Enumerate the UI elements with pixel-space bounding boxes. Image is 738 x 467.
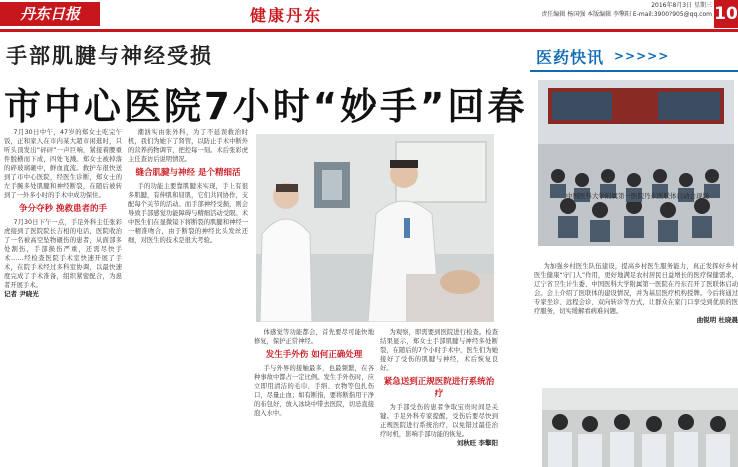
- audience-photo-image: [542, 388, 738, 467]
- article-headline: 市中心医院7小时“妙手”回春: [4, 85, 528, 128]
- article-column-1: [4, 128, 122, 467]
- article-paragraph: 手的功能主要靠肌腱来实现，手上有很多肌腱，有伸肌和屈肌，它们共同协作，支配每个关节的活动。而手部神经受损，则会导致手部感觉功能障碍与精细活动受限。术中医生们在显微镜下将断裂的肌腱和神经一一精准吻合，由于断裂的神经比头发丝还细，对医生的技术是很大考验。: [128, 183, 248, 244]
- section-title: 健康丹东: [250, 6, 323, 25]
- sidebar-article: [534, 262, 738, 400]
- news-sidebar: [530, 40, 738, 467]
- article-kicker: 手部肌腱与神经受损: [6, 44, 213, 68]
- conference-photo: [538, 80, 734, 246]
- article-paragraph: 手与外界的接触最多，也最频繁，在各种事故中都占一定比例。发生手外伤时，应立即用清洁的毛巾、手绢、衣物等包扎伤口，尽量止血；如有断指，要将断指用干净的布包好，放入冰块中带去医院，切忌直接泡入水中。: [254, 365, 374, 417]
- masthead: [0, 0, 738, 28]
- sidebar-divider: [530, 70, 738, 72]
- conference-photo-image: [538, 80, 734, 246]
- header-info: [541, 1, 712, 19]
- article-subhead: 紧急送到正规医院进行系统治疗: [383, 377, 495, 399]
- article-column-4: [380, 328, 498, 467]
- article-column-3: [254, 328, 374, 467]
- surgeons-photo: [256, 134, 494, 322]
- staff-line: 责任编辑 杨国强 本版编辑 李擎阳 E-mail:3900?905@qq.com: [541, 11, 712, 18]
- page-number: 10: [714, 0, 738, 28]
- article-paragraph: 体感觉等功能都会，首先要尽可能快地修复，保护正常神经。: [254, 329, 374, 345]
- audience-photo: [542, 388, 738, 467]
- article-subhead: 缝合肌腱与神经 是个精细活: [135, 168, 241, 178]
- header-divider: [0, 29, 738, 32]
- sidebar-title: 医药快讯: [536, 48, 605, 67]
- article-paragraph: 7月30日中午，47岁的郑女士吃完午饭，正和家人在市内某大超市闲逛时，只听头顶发出“砰砰”一声巨响，紧接着腰重件脱横而下成，四处飞溅。郑女士被掉落的碎玻璃砸中，鲜血直流。救护车很快送到了市中心医院，经医生诊断，郑女士的左手腕多处肌腱和神经断裂，在随后被转到了一外多小时的手术中成功保住。: [4, 129, 122, 199]
- article-paragraph: 为观察，即需要到医院进行检查。检查结果显示，郑女士手部肌腱与神经多处断裂，在随后的7个小时手术中，医生们为她接好了受伤的肌腱与神经，术后恢复良好。: [380, 329, 498, 372]
- article-subhead: 发生手外伤 如何正确处理: [265, 350, 363, 360]
- article-byline: 刘秋旺 李擎阳: [456, 439, 498, 447]
- date-line: 2016年8月3日 星期三: [651, 2, 712, 9]
- newspaper-logo: 丹东日报: [0, 2, 100, 26]
- article-subhead: 争分夺秒 挽救患者的手: [19, 204, 107, 214]
- article-paragraph: 为手部受伤的患者争取宝贵时间是关键。手足外科专家提醒，受伤后要尽快到正规医院进行系统治疗，以免错过最佳治疗时机，影响手部功能的恢复。: [380, 404, 498, 438]
- sidebar-byline: 曲锐明 杜晓晨: [696, 316, 738, 324]
- article-paragraph: 7月30日下午一点，手足外科主任张彩虎接到了医院院长吉相的电话，医院收治了一名被高空坠物砸伤的患者，从面部多处割伤，手部损伤严重，还需尽快手术……经检查医院手术室快速开展了手术，在院手术经过多科室协调，以最快速度完成了手术准备，组织紧密配合，为患者开展手术。: [4, 219, 122, 289]
- surgeons-photo-image: [256, 134, 494, 322]
- sidebar-arrows: >>>>>: [614, 49, 670, 63]
- photo-caption: 中国医科大学附属第一医院丹东医联体启动会现场: [566, 192, 709, 200]
- sidebar-paragraph: 为加强乡村医生队伍建设，提高乡村医生服务能力，真正发挥好乡村医生健康“守门人”作用，更好地满足农村居民日益增长的医疗保健需求，辽宁省卫生计生委、中国医科大学附属第一医院在丹东召开了医联体启动会。会上介绍了医联体的建设情况，并为基层医疗机构授牌。今后将通过专家坐诊、远程会诊、双向转诊等方式，让群众在家门口享受到优质的医疗服务，切实缓解看病难问题。: [534, 263, 738, 315]
- article-column-2: [128, 128, 248, 467]
- sidebar-header: [530, 40, 738, 70]
- article-paragraph: 潮汹实由张外科，为了不延误救治时机，我们为她下了肾管，以防止手术中断外的营养药物调节，把控每一刻。术后张彩虎主任查访后说明情况。: [128, 129, 248, 163]
- article-byline: 记者 尹晓光: [4, 290, 39, 298]
